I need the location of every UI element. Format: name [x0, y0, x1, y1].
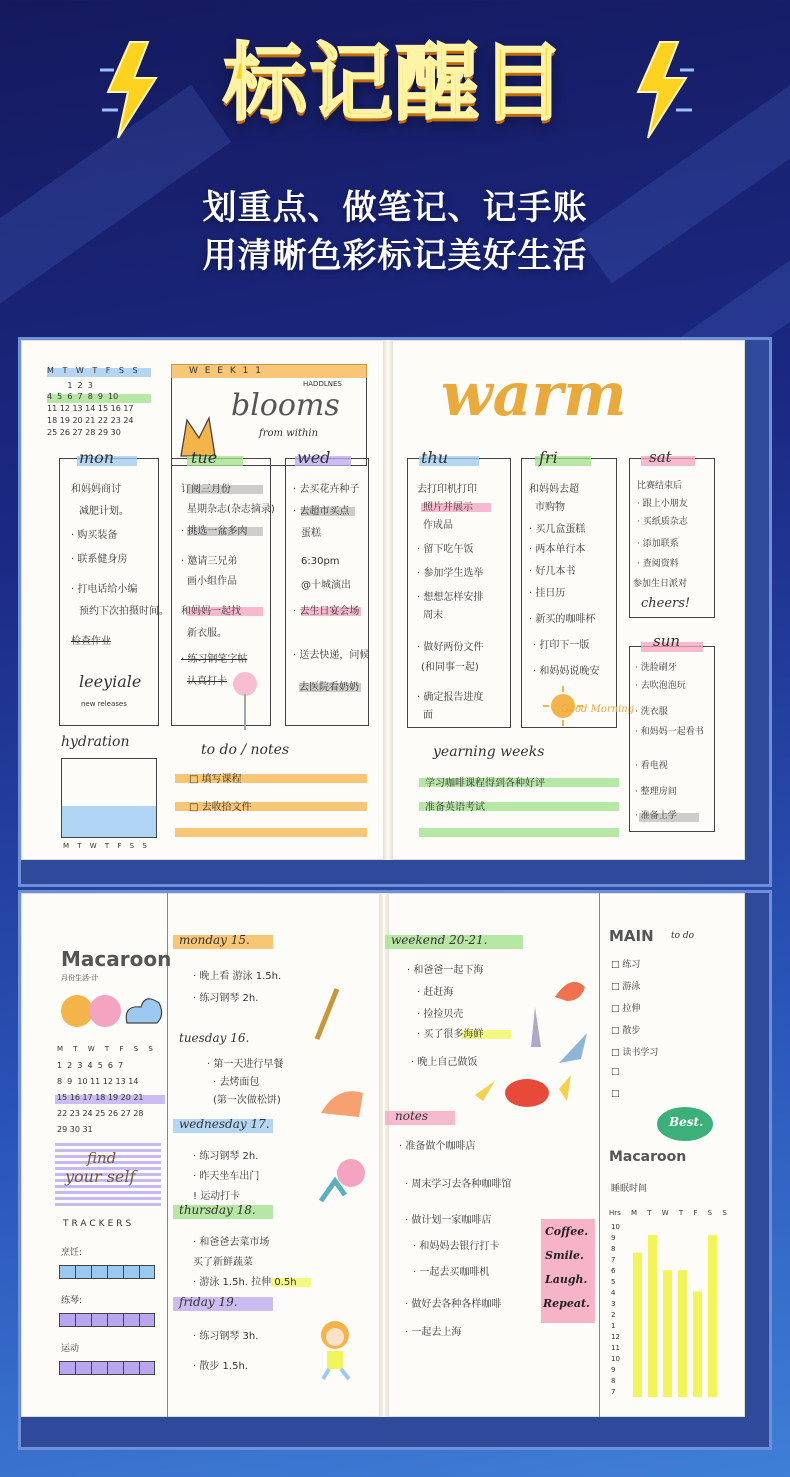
- list-item: · 去生日宴会场: [293, 606, 360, 617]
- list-item: 参加生日派对: [633, 579, 688, 589]
- divider: [599, 893, 600, 1417]
- list-item: 减肥计划。: [79, 506, 129, 517]
- list-item: 检查作业: [71, 636, 111, 647]
- hour-label: 12: [611, 1333, 620, 1341]
- list-item: · 挂日历: [529, 588, 566, 599]
- sleep-bar: [648, 1235, 657, 1397]
- macaroon-title: Macaroon: [61, 947, 172, 971]
- list-item: · 捡捡贝壳: [417, 1009, 464, 1020]
- list-item: · 好几本书: [529, 566, 576, 577]
- todo-item: □: [611, 1067, 620, 1077]
- notebook-panel-1: [18, 337, 772, 887]
- list-item: · 准备做个咖啡店: [399, 1141, 476, 1152]
- list-item: · 送去快递，问候: [293, 650, 370, 661]
- yourself-text: your self: [65, 1167, 136, 1186]
- list-item: 订阅三月份: [181, 484, 231, 495]
- todo-item: □ 去收拾文件: [189, 802, 252, 813]
- calendar-row: 8 9 10 11 12 13 14: [57, 1077, 139, 1086]
- tracker-label: 练琴:: [61, 1296, 83, 1306]
- todo-item: □ 拉伸: [611, 1004, 641, 1014]
- crab-icon: [467, 1055, 577, 1119]
- hour-label: 9: [611, 1366, 616, 1374]
- sleep-bar: [693, 1291, 702, 1397]
- list-item: · 打电话给小编: [71, 584, 138, 595]
- list-item: 6:30pm: [301, 556, 340, 567]
- day-title-thu: thu: [421, 448, 449, 467]
- cheers-text: cheers!: [641, 596, 691, 611]
- find-text: find: [87, 1149, 117, 1167]
- calendar-row: 11 12 13 14 15 16 17: [47, 404, 134, 413]
- hydration-days: M T W T F S S: [63, 842, 150, 850]
- tracker-cells: [59, 1361, 155, 1375]
- monday-title: monday 15.: [179, 933, 250, 947]
- day-title-tue: tue: [191, 448, 218, 467]
- day-title-fri: fri: [539, 448, 558, 467]
- list-item: · 一起去上海: [405, 1327, 462, 1338]
- list-item: · 做计划一家咖啡店: [405, 1215, 492, 1226]
- warm-title: warm: [441, 360, 627, 430]
- highlight: [419, 828, 619, 837]
- macaroon-sub: 月份生活·计: [61, 974, 99, 982]
- list-item: 周末: [423, 610, 443, 621]
- calendar-row: 29 30 31: [57, 1125, 93, 1134]
- day-title-wed: wed: [297, 448, 331, 467]
- week-tag: from within: [259, 428, 319, 439]
- week-sub: HADDLNES: [303, 380, 342, 388]
- notebook-spread-2: [21, 893, 745, 1417]
- friday-title: friday 19.: [179, 1295, 238, 1309]
- sleep-bar: [663, 1270, 672, 1397]
- highlight: [175, 828, 367, 837]
- hour-label: 2: [611, 1311, 616, 1319]
- list-item: @十城演出: [301, 580, 351, 591]
- new-releases-text: new releases: [81, 700, 127, 708]
- calendar-row: 18 19 20 21 22 23 24: [47, 416, 134, 425]
- list-item: 和妈妈去超: [529, 484, 579, 495]
- hour-label: 7: [611, 1256, 616, 1264]
- notebook-spread-1: [21, 340, 745, 860]
- divider: [167, 893, 168, 1417]
- list-item: · 练习钢琴 2h.: [193, 1151, 259, 1162]
- list-item: · 和爸爸去菜市场: [193, 1237, 270, 1248]
- list-item: · 去买花卉种子: [293, 484, 360, 495]
- day-title-sat: sat: [649, 448, 672, 466]
- list-item: · 练习钢琴 3h.: [193, 1331, 259, 1342]
- list-item: · 和妈妈一起看书: [635, 727, 704, 737]
- list-item: · 打印下一版: [533, 640, 590, 651]
- leeyiale-text: leeyiale: [79, 672, 142, 691]
- list-item: · 周末学习去各种咖啡馆: [405, 1179, 512, 1190]
- list-item: · 练习钢琴 2h.: [193, 993, 259, 1004]
- tuesday-title: tuesday 16.: [179, 1031, 250, 1045]
- list-item: · 去烤面包: [213, 1077, 260, 1088]
- pen-icon: [311, 985, 341, 1045]
- day-title-mon: mon: [79, 448, 115, 467]
- list-item: · 买几盒蛋糕: [529, 524, 586, 535]
- calendar-header: M T W T F S S: [57, 1045, 157, 1053]
- calendar-row: 25 26 27 28 29 30: [47, 428, 121, 437]
- list-item: · 一起去买咖啡机: [413, 1267, 490, 1278]
- list-item: · 练习钢笔字帖: [181, 654, 248, 665]
- list-item: · 去超市买点: [293, 506, 350, 517]
- list-item: · 洗脸刷牙: [635, 663, 677, 673]
- list-item: · 买了很多海鲜: [417, 1029, 484, 1040]
- todo-item: □ 填写课程: [189, 774, 242, 785]
- list-item: · 确定报告进度: [417, 692, 484, 703]
- hour-label: 7: [611, 1388, 616, 1396]
- list-item: · 游泳 1.5h. 拉伸 0.5h: [193, 1277, 297, 1288]
- todo-item: □ 散步: [611, 1026, 641, 1036]
- yoga-girl-icon: [315, 1155, 369, 1205]
- yearning-item: 学习咖啡课程得到各种好评: [425, 778, 545, 789]
- list-item: · 看电视: [635, 761, 668, 771]
- coffee-line: Smile.: [545, 1249, 584, 1262]
- tracker-label: 烹饪:: [61, 1248, 83, 1258]
- page-title: 标记醒目: [222, 34, 567, 132]
- calendar-row: 1 2 3: [47, 381, 93, 390]
- spine: [379, 893, 389, 1417]
- calendar-header: M T W T F S S: [47, 366, 141, 375]
- list-item: 星期杂志(杂志摘录): [187, 504, 275, 515]
- list-item: · 洗衣服: [635, 707, 668, 717]
- hour-label: 4: [611, 1289, 616, 1297]
- best-text: Best.: [669, 1115, 704, 1129]
- list-item: · 新买的咖啡杯: [529, 614, 596, 625]
- hour-label: 10: [611, 1223, 620, 1231]
- list-item: · 参加学生选举: [417, 568, 484, 579]
- hour-label: 10: [611, 1355, 620, 1363]
- list-item: 和妈妈一起找: [181, 606, 241, 617]
- calendar-row: 4 5 6 7 8 9 10: [47, 392, 119, 401]
- hour-label: 1: [611, 1322, 616, 1330]
- list-item: 比赛结束后: [637, 481, 683, 491]
- title-wrap: [0, 28, 790, 138]
- macaroon-title-2: Macaroon: [609, 1149, 687, 1165]
- calendar-row: 1 2 3 4 5 6 7: [57, 1061, 124, 1070]
- sleep-days: M T W T F S S: [631, 1209, 731, 1217]
- calendar-row: 22 23 24 25 26 27 28: [57, 1109, 144, 1118]
- list-item: 买了新鲜蔬菜: [193, 1257, 253, 1268]
- salmon-icon: [317, 1083, 367, 1123]
- sleep-title: 睡眠时间: [611, 1184, 648, 1194]
- list-item: · 准备上学: [635, 811, 677, 821]
- good-morning-text: Good Morning: [561, 704, 635, 715]
- tracker-cells: [59, 1265, 155, 1279]
- hour-label: 9: [611, 1234, 616, 1242]
- sleep-bar: [678, 1270, 687, 1397]
- list-item: 预约下次拍摄时间。: [79, 606, 169, 617]
- list-item: 面: [423, 710, 433, 721]
- list-item: ! 运动打卡: [193, 1191, 241, 1202]
- list-item: · 挑选一盆多肉: [181, 526, 248, 537]
- todo-item: □ 练习: [611, 960, 641, 970]
- list-item: · 整理房间: [635, 787, 677, 797]
- list-item: 作成品: [423, 520, 453, 531]
- list-item: · 晚上自己做饭: [411, 1057, 478, 1068]
- list-item: · 购买装备: [71, 530, 118, 541]
- flowers-icon: [57, 985, 165, 1035]
- todo-item: □: [611, 1089, 620, 1099]
- todo-item: □ 读书学习: [611, 1048, 659, 1058]
- calendar-row: 15 16 17 18 19 20 21: [57, 1093, 144, 1102]
- list-item: · 两本单行本: [529, 544, 586, 555]
- hour-label: 11: [611, 1344, 620, 1352]
- hour-label: 5: [611, 1278, 616, 1286]
- girl-running-icon: [311, 1317, 361, 1381]
- notes-title: notes: [395, 1109, 429, 1123]
- coffee-line: Coffee.: [545, 1225, 589, 1238]
- yearning-title: yearning weeks: [433, 744, 545, 760]
- sleep-unit: Hrs: [609, 1209, 621, 1217]
- list-item: · 添加联系: [637, 539, 679, 549]
- trackers-title: TRACKERS: [63, 1219, 135, 1229]
- coffee-line: Repeat.: [543, 1297, 590, 1310]
- list-item: · 做好两份文件: [417, 642, 484, 653]
- main-title: MAIN: [609, 927, 654, 945]
- list-item: · 和爸爸一起下海: [407, 965, 484, 976]
- sleep-bar: [708, 1235, 717, 1397]
- day-box-sun: [629, 646, 715, 832]
- subtitle-line-2: 用清晰色彩标记美好生活: [202, 236, 588, 276]
- thursday-title: thursday 18.: [179, 1203, 256, 1217]
- week-word: blooms: [231, 388, 340, 423]
- list-item: 市购物: [535, 502, 565, 513]
- todo-title: to do / notes: [201, 742, 290, 758]
- list-item: · 和妈妈去银行打卡: [413, 1241, 500, 1252]
- hour-axis: [611, 1223, 625, 1403]
- list-item: · 晚上看 游泳 1.5h.: [193, 971, 282, 982]
- sleep-bar: [633, 1253, 642, 1397]
- weekend-title: weekend 20-21.: [391, 933, 488, 947]
- list-item: · 买纸质杂志: [637, 517, 688, 527]
- list-item: · 昨天坐车出门: [193, 1171, 260, 1182]
- flower-icon: [225, 668, 265, 732]
- yearning-item: 准备英语考试: [425, 802, 485, 813]
- list-item: 照片并展示: [423, 502, 473, 513]
- spine: [383, 340, 393, 860]
- list-item: 认真打卡: [187, 676, 227, 687]
- list-item: · 联系健身房: [71, 554, 128, 565]
- list-item: · 散步 1.5h.: [193, 1361, 248, 1372]
- list-item: · 做好去各种各样咖啡: [405, 1299, 502, 1310]
- week-banner: W E E K 1 1: [189, 366, 263, 376]
- hydration-fill: [62, 806, 156, 837]
- list-item: (和同事一起): [421, 662, 479, 673]
- todo-item: □ 游泳: [611, 982, 641, 992]
- hour-label: 3: [611, 1300, 616, 1308]
- hour-label: 8: [611, 1377, 616, 1385]
- list-item: · 查阅资料: [637, 559, 679, 569]
- tracker-label: 运动: [61, 1344, 80, 1354]
- list-item: (第一次做松饼): [213, 1095, 281, 1106]
- notebook-panel-2: [18, 890, 772, 1450]
- list-item: · 跟上小朋友: [637, 499, 688, 509]
- hour-label: 6: [611, 1267, 616, 1275]
- subtitle-line-1: 划重点、做笔记、记手账: [202, 188, 588, 228]
- list-item: 画小组作品: [187, 576, 237, 587]
- list-item: · 和妈妈说晚安: [533, 666, 600, 677]
- todo-label: to do: [671, 931, 695, 941]
- wednesday-title: wednesday 17.: [179, 1117, 270, 1131]
- list-item: 去医院看奶奶: [299, 682, 359, 693]
- list-item: · 赶赶海: [417, 987, 454, 998]
- list-item: 蛋糕: [301, 528, 321, 539]
- sleep-chart: [625, 1221, 725, 1401]
- list-item: · 邀请三兄弟: [181, 556, 238, 567]
- list-item: 和妈妈商讨: [71, 484, 121, 495]
- list-item: · 第一天进行早餐: [207, 1059, 284, 1070]
- coffee-line: Laugh.: [545, 1273, 588, 1286]
- list-item: 新衣服。: [187, 628, 227, 639]
- tracker-cells: [59, 1313, 155, 1327]
- hour-label: 8: [611, 1245, 616, 1253]
- list-item: · 想想怎样安排: [417, 592, 484, 603]
- day-title-sun: sun: [653, 632, 681, 650]
- list-item: 去打印机打印: [417, 484, 477, 495]
- list-item: · 留下吃午饭: [417, 544, 474, 555]
- hydration-title: hydration: [61, 734, 130, 750]
- list-item: · 去吹泡泡玩: [635, 681, 686, 691]
